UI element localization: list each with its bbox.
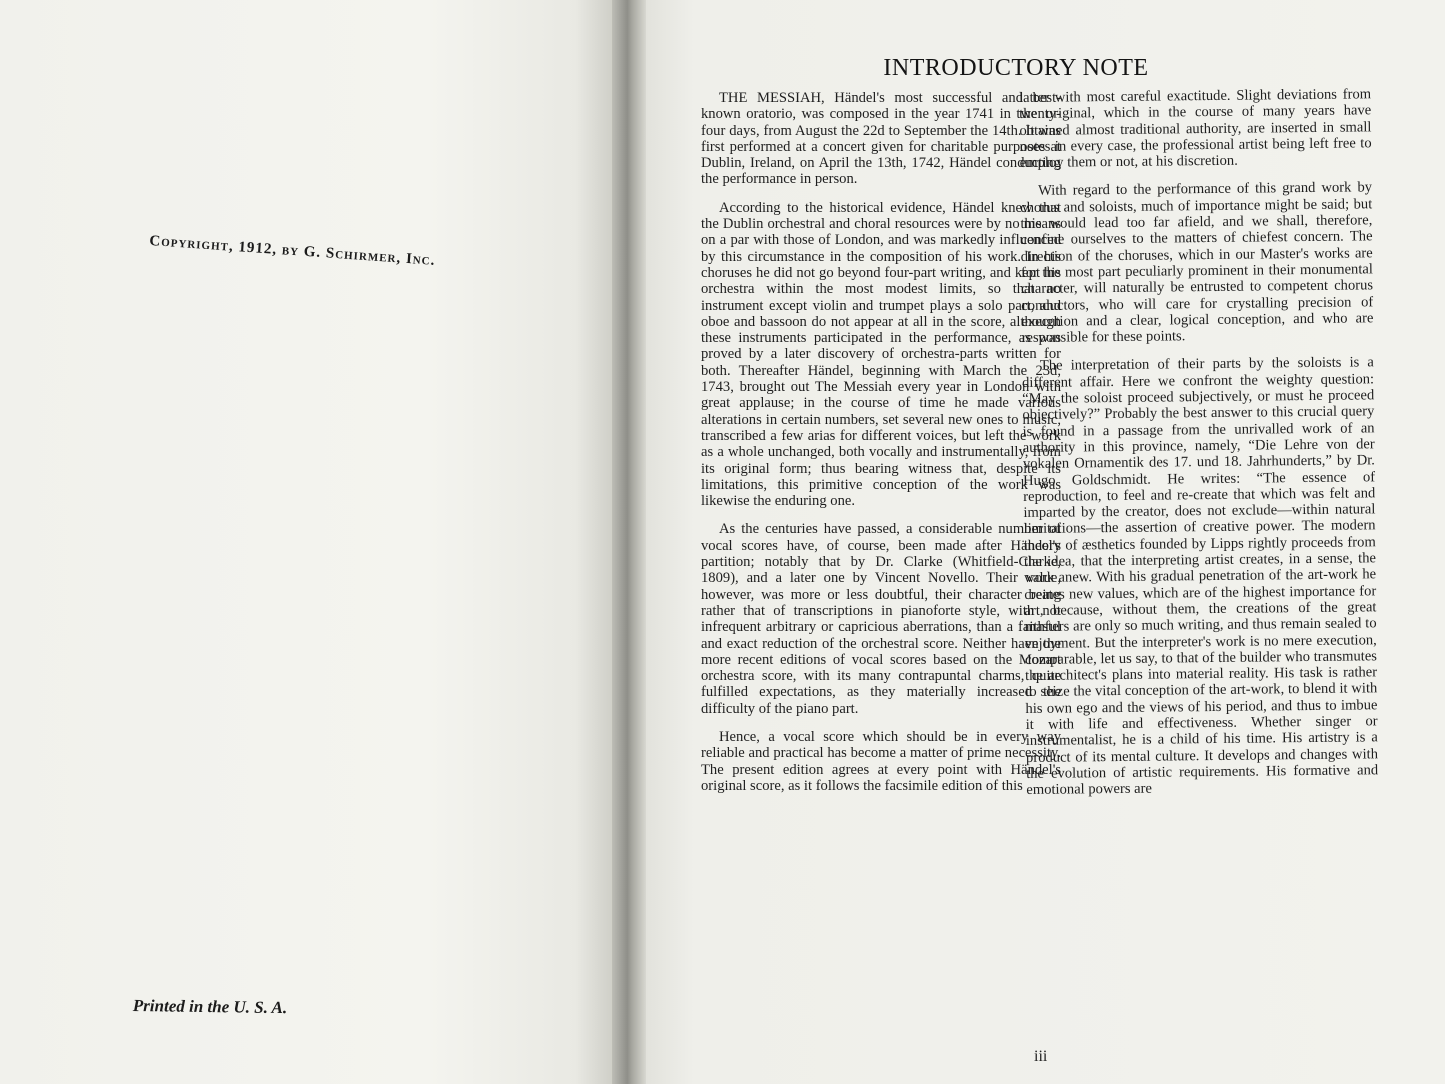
- paragraph: THE MESSIAH, Händel's most successful and best-known oratorio, was composed in the year 1741 in twenty-four days, from August the 22d to September the 14th. It was first performed at a concert given for charitable purposes at Dublin, Ireland, on April the 13th, 1742, Händel conducting the performance in person.: [701, 90, 1061, 188]
- page-title: INTRODUCTORY NOTE: [883, 55, 1149, 81]
- paragraph: With regard to the performance of this grand work by chorus and soloists, much of importance might be said; but this would lead too far afield, and we shall, therefore, confine ourselves to the matters of chiefest concern. The direction of the choruses, which in our Master's works are for the most part peculiarly prominent in their monumental character, will naturally be entrusted to competent chorus conductors, who will care for crystalling precision of execution and a clear, logical conception, and who are responsible for these points.: [1020, 179, 1374, 347]
- printed-in-notice: Printed in the U. S. A.: [132, 996, 288, 1018]
- paragraph: According to the historical evidence, Händel knew that the Dublin orchestral and choral resources were by no means on a par with those of London, and was markedly influenced by this circumstance in the composition of his work. In his choruses he did not go beyond four-part writing, and kept his orchestra within the most modest limits, so that no instrument except violin and trumpet plays a solo part, and oboe and bassoon do not appear at all in the score, although these instruments participated in the performance, as was proved by a later discovery of orchestra-parts written for both. Thereafter Händel, beginning with March the 23d, 1743, brought out The Messiah every year in London with great applause; in the course of time he made various alterations in certain numbers, set several new ones to music, transcribed a few arias for different voices, but left the work as a whole unchanged, both vocally and instrumentally, from its original form; thus bearing witness that, despite its limitations, this primitive conception of the work was likewise the enduring one.: [701, 199, 1061, 510]
- right-page: [646, 0, 1445, 1084]
- paragraph: The interpretation of their parts by the soloists is a different affair. Here we confront the weighty question: “May the soloist proceed subjectively, or must he proceed objectively?” Probably the best answer to this crucial query is found in a passage from the unrivalled work of an authority in this province, namely, “Die Lehre von der vokalen Ornamentik des 17. und 18. Jahrhunderts,” by Dr. Hugo Goldschmidt. He writes: “The essence of reproduction, to feel and re-create that which was felt and imparted by the creator, does not exclude—within natural limitations—the assertion of creative power. The modern theory of æsthetics founded by Lipps rightly proceeds from the idea, that the interpreting artist creates, in a sense, the work anew. With his gradual penetration of the art-work he creates new values, which are of the highest importance for art, because, without them, the creations of the great masters are only so much writing, and thus remain sealed to enjoyment. But the interpreter's work is no mere execution, comparable, let us say, to that of the builder who transmutes the architect's plans into material reality. His task is rather to seize the vital conception of the art-work, to blend it with his own ego and the views of his period, and thus to imbue it with life and effectiveness. Whether singer or instrumentalist, he is a child of his time. His artistry is a product of its mental culture. It develops and changes with the evolution of artistic requirements. His formative and emotional powers are: [1021, 354, 1379, 799]
- text-column-right: [1019, 86, 1381, 1040]
- page-number: iii: [1034, 1048, 1048, 1065]
- copyright-notice: Copyright, 1912, by G. Schirmer, Inc.: [148, 233, 436, 269]
- text-column-left: [701, 90, 1061, 1040]
- left-page: [0, 0, 612, 1084]
- paragraph: latter with most careful exactitude. Slight deviations from the original, which in the course of many years have obtained almost traditional authority, are inserted in small notes in every case, the professional artist being left free to employ them or not, at his discretion.: [1019, 86, 1372, 172]
- paragraph: As the centuries have passed, a considerable number of vocal scores have, of course, been made after Händel's partition; notably that by Dr. Clarke (Whitfield-Clarke, 1809), and a later one by Vincent Novello. Their value, however, was more or less doubtful, their character being rather that of transcriptions in pianoforte style, with not infrequent arbitrary or capricious aberrations, than a faithful and exact reduction of the orchestral score. Neither have the more recent editions of vocal scores based on the Mozart orchestra score, with its many contrapuntal charms, quite fulfilled expectations, as they materially increased the difficulty of the piano part.: [701, 521, 1061, 717]
- book-gutter: [612, 0, 646, 1084]
- paragraph: Hence, a vocal score which should be in every way reliable and practical has become a matter of prime necessity. The present edition agrees at every point with Händel's original score, as it follows the facsimile edition of this: [701, 728, 1061, 794]
